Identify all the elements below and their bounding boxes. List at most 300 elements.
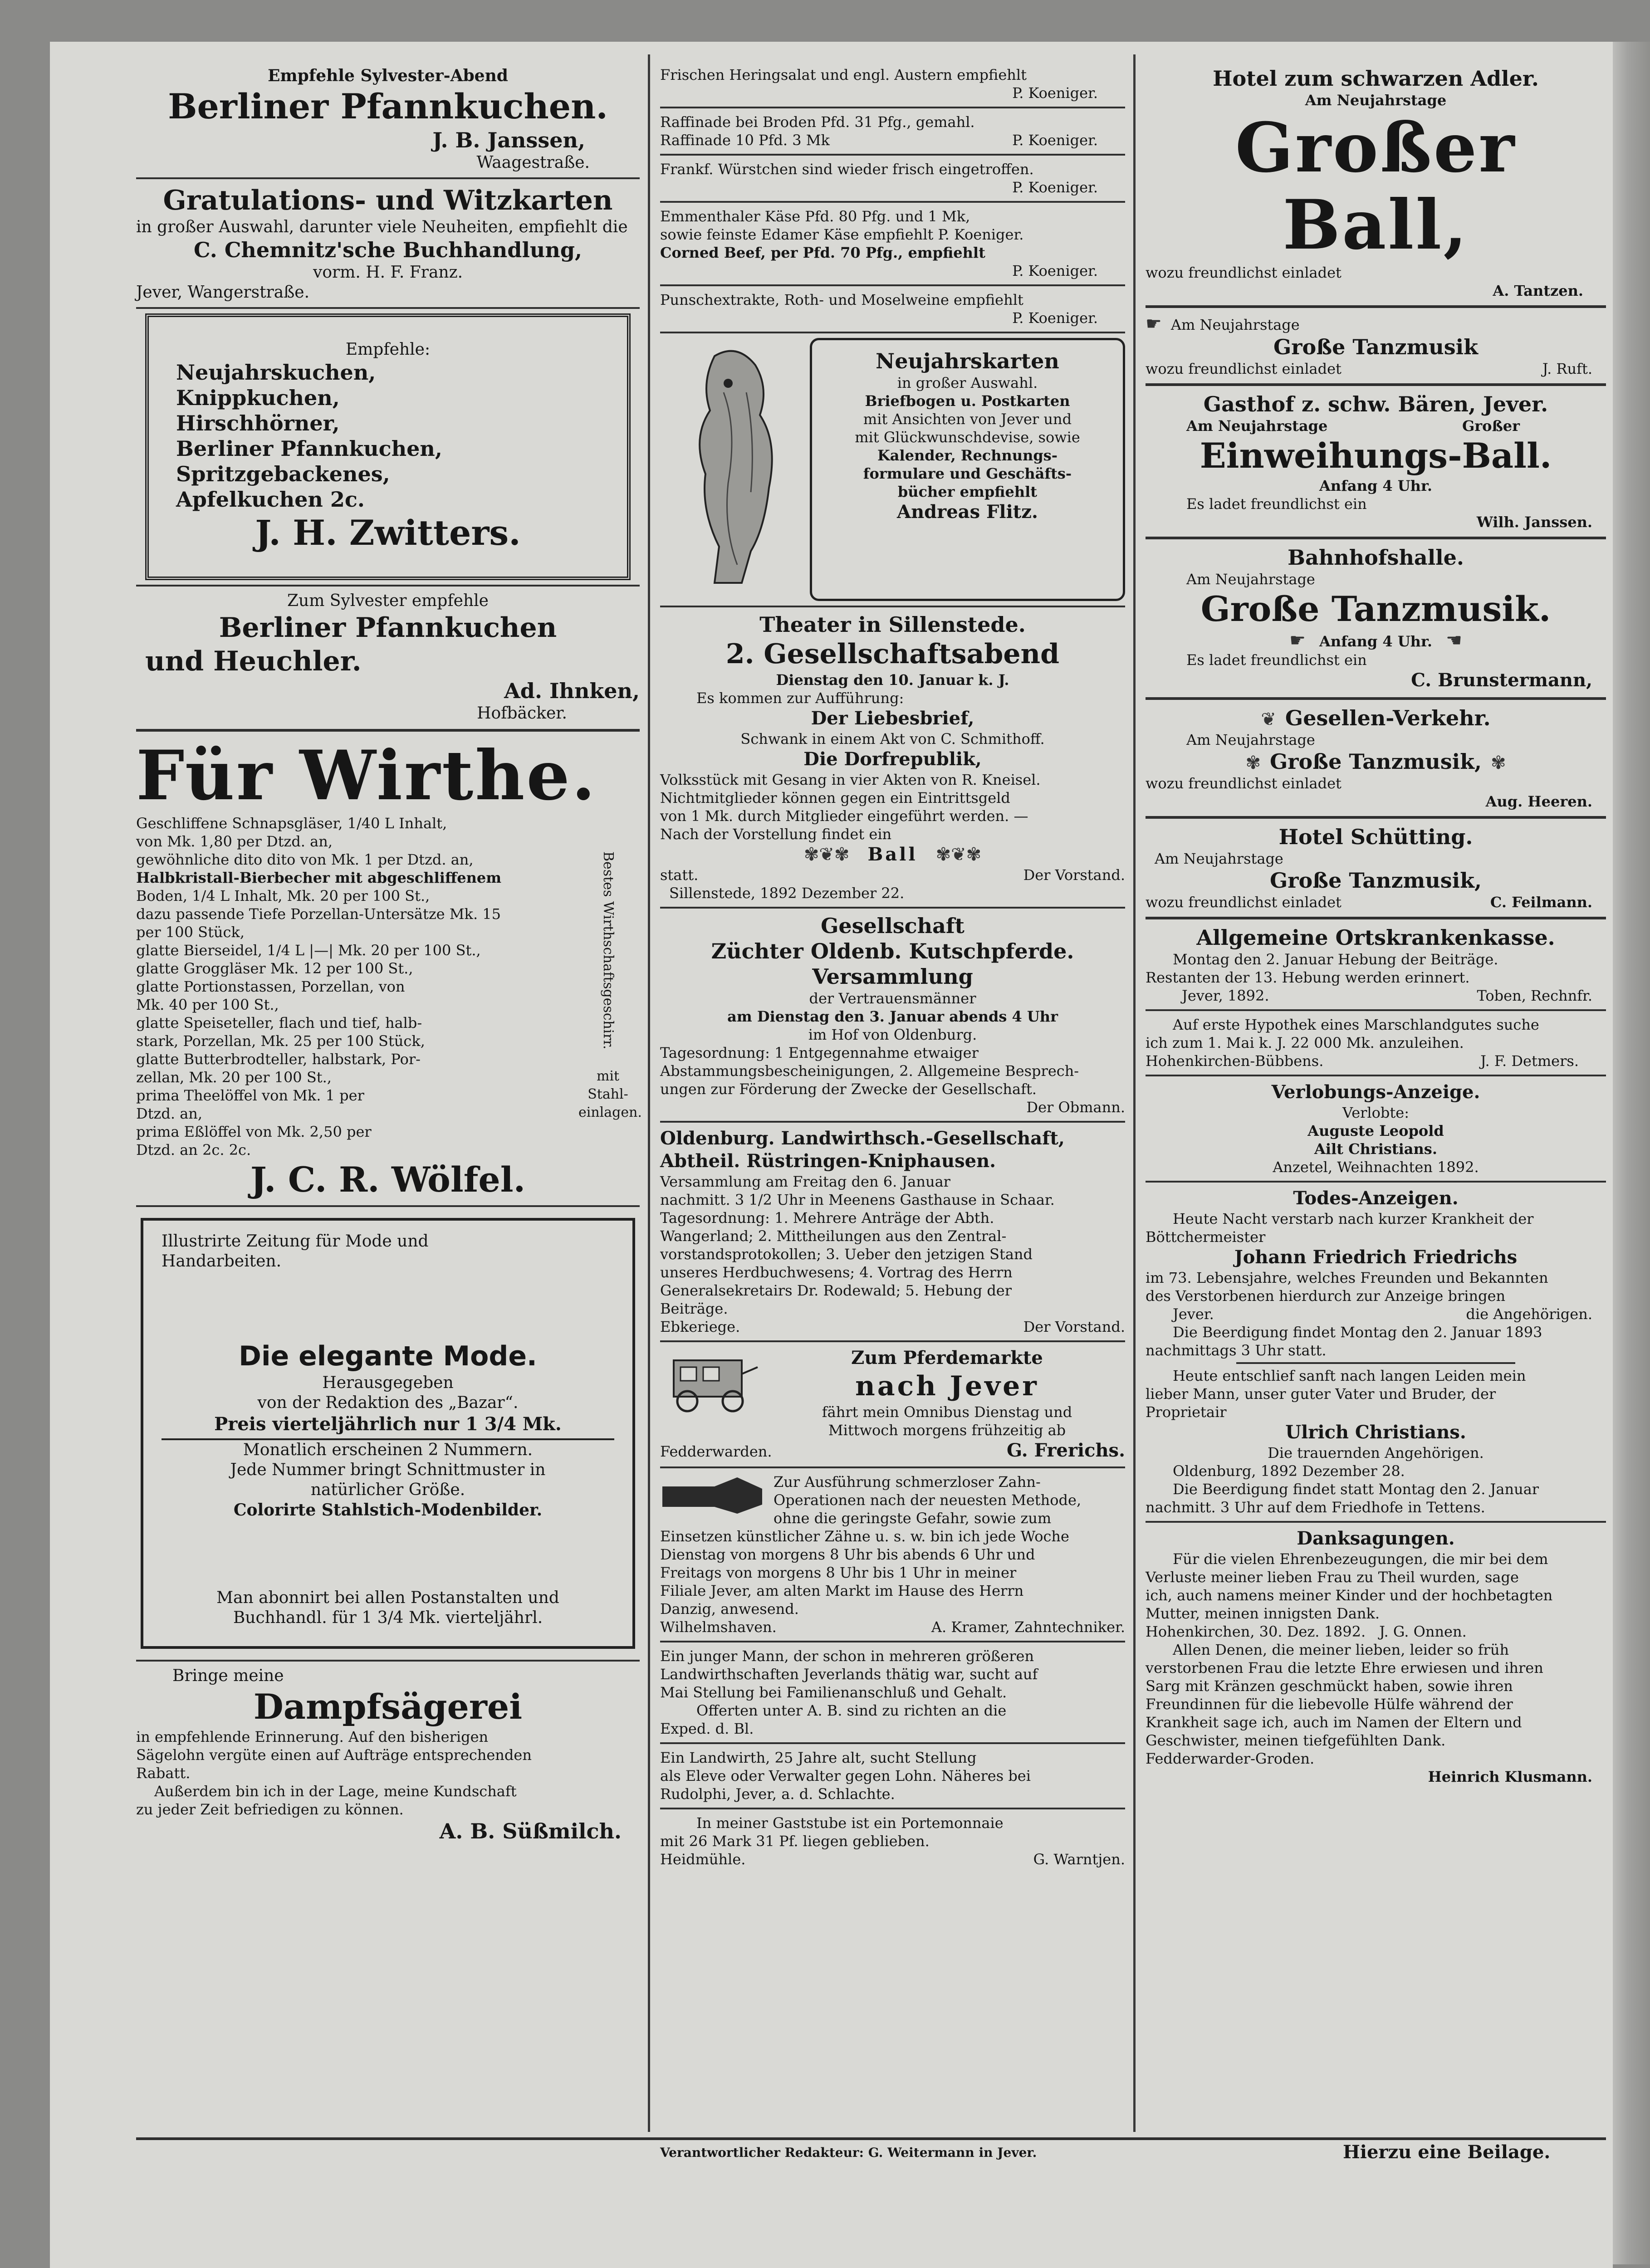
ad-theater-sillenstede — [660, 612, 1125, 902]
ad-headline: Gesellen-Verkehr. — [1285, 706, 1491, 730]
ad-text: Krankheit sage ich, auch im Namen der Eltern und — [1146, 1714, 1522, 1731]
pointing-hand-icon — [660, 1473, 764, 1523]
ad-signature: P. Koeniger. — [1012, 179, 1098, 196]
divider — [136, 307, 640, 309]
ad-address: Jever, Wangerstraße. — [136, 283, 310, 302]
column-1 — [136, 66, 640, 2130]
divider — [1146, 383, 1606, 386]
ad-line: Bringe meine — [172, 1667, 284, 1685]
ad-text: Corned Beef, per Pfd. 70 Pfg., empfiehlt — [660, 244, 985, 261]
divider — [136, 1205, 640, 1207]
ad-text: als Eleve oder Verwalter gegen Lohn. Näheres bei — [660, 1767, 1031, 1784]
ad-text: glatte Portionstassen, Porzellan, von — [136, 978, 405, 995]
ad-text: in großer Auswahl. — [897, 374, 1038, 391]
ad-koeniger-wuerstchen — [660, 160, 1125, 196]
ad-text: glatte Bierseidel, 1/4 L |—| Mk. 20 per 100 St., — [136, 942, 481, 959]
ad-signature: G. Frerichs. — [1007, 1440, 1125, 1461]
ad-text: Frankf. Würstchen sind wieder frisch eingetroffen. — [660, 161, 1034, 178]
ad-text: in großer Auswahl, darunter viele Neuheiten, empfiehlt die — [136, 218, 628, 236]
ad-headline: Versammlung — [812, 964, 973, 989]
ad-text: Am Neujahrstage — [1170, 316, 1300, 333]
ad-tanzmusik-ruft — [1146, 313, 1606, 378]
divider — [660, 284, 1125, 286]
ad-text: Ein Landwirth, 25 Jahre alt, sucht Stellung — [660, 1749, 977, 1766]
divider — [660, 1742, 1125, 1744]
ad-text: Tagesordnung: 1. Mehrere Anträge der Abth. — [660, 1209, 994, 1227]
ad-zwitters-framed — [145, 313, 631, 580]
ad-signature: A. Kramer, Zahntechniker. — [931, 1618, 1125, 1636]
ad-headline: Gesellschaft — [821, 914, 965, 938]
ad-line: Monatlich erscheinen 2 Nummern. — [243, 1441, 533, 1459]
ad-signature: P. Koeniger. — [1012, 262, 1098, 279]
ad-signature: J. G. Onnen. — [1379, 1623, 1467, 1640]
ad-headline: Danksagungen. — [1297, 1528, 1455, 1549]
ad-headline: nach Jever — [855, 1370, 1039, 1402]
ad-item: Apfelkuchen 2c. — [176, 487, 365, 512]
ad-date: Anzetel, Weihnachten 1892. — [1273, 1158, 1479, 1176]
ad-text: Ball — [867, 844, 918, 865]
ad-headline: Theater in Sillenstede. — [759, 612, 1026, 637]
ad-gratulationskarten — [136, 184, 640, 303]
ad-text: Ein junger Mann, der schon in mehreren größeren — [660, 1647, 1034, 1665]
ad-line: Man abonnirt bei allen Postanstalten und — [216, 1589, 559, 1607]
ad-text: Wangerland; 2. Mittheilungen aus den Zentral- — [660, 1227, 1007, 1245]
ad-signature: Ad. Ihnken, — [504, 679, 640, 703]
ad-text: Versammlung am Freitag den 6. Januar — [660, 1173, 950, 1190]
ad-place: Jever. — [1173, 1305, 1214, 1323]
ad-signature: Heinrich Klusmann. — [1428, 1768, 1592, 1785]
ad-text: Rabatt. — [136, 1765, 191, 1782]
ad-headline: Zum Pferdemarkte — [851, 1347, 1043, 1369]
ad-headline: Verlobungs-Anzeige. — [1271, 1081, 1480, 1103]
footer-rule — [136, 2137, 1606, 2140]
ad-signature: die Angehörigen. — [1466, 1305, 1592, 1323]
ad-text: im Hof von Oldenburg. — [808, 1026, 977, 1043]
ad-signature: A. Tantzen. — [1493, 282, 1583, 299]
ad-headline: Oldenburg. Landwirthsch.-Gesellschaft, — [660, 1128, 1065, 1149]
ad-pfannkuchen-janssen — [136, 66, 640, 173]
ad-text: Auf erste Hypothek eines Marschlandgutes suche — [1173, 1016, 1539, 1033]
ad-text: lieber Mann, unser guter Vater und Bruder, der — [1146, 1385, 1496, 1403]
divider — [660, 907, 1125, 909]
ad-date: Sillenstede, 1892 Dezember 22. — [669, 885, 905, 902]
ad-signature: J. H. Zwitters. — [255, 513, 521, 553]
ad-text: Am Neujahrstage — [1186, 417, 1328, 435]
omnibus-coach-illustration — [660, 1347, 760, 1415]
ad-signature: J. B. Janssen, — [432, 128, 585, 152]
ad-text: Montag den 2. Januar Hebung der Beiträge. — [1173, 951, 1498, 968]
column-2 — [660, 66, 1125, 2130]
ad-text: vorm. H. F. Franz. — [313, 263, 463, 282]
ad-headline: Allgemeine Ortskrankenkasse. — [1196, 925, 1555, 950]
ad-text: Danzig, anwesend. — [660, 1600, 799, 1618]
ad-address: Hofbäcker. — [477, 704, 567, 723]
ad-danksagungen — [1146, 1527, 1606, 1786]
ad-text: glatte Butterbrodteller, halbstark, Por- — [136, 1051, 421, 1068]
ad-text: Nichtmitglieder können gegen ein Eintrittsgeld — [660, 789, 1010, 807]
ad-text: Nach der Vorstellung findet ein — [660, 826, 892, 843]
ad-text: Punschextrakte, Roth- und Moselweine empfiehlt — [660, 291, 1023, 308]
divider — [660, 1121, 1125, 1123]
ad-text: Dienstag von morgens 8 Uhr bis abends 6 Uhr und — [660, 1546, 1035, 1563]
ad-text: ich zum 1. Mai k. J. 22 000 Mk. anzuleihen. — [1146, 1034, 1464, 1051]
ad-headline: Große Tanzmusik. — [1200, 589, 1551, 629]
ad-text: von 1 Mk. durch Mitglieder eingeführt werden. — — [660, 807, 1028, 825]
ad-koeniger-raffinade — [660, 113, 1125, 149]
ad-headline: Dampfsägerei — [253, 1686, 523, 1727]
divider — [136, 1660, 640, 1662]
ad-signature: Der Vorstand. — [1023, 1318, 1125, 1335]
ad-text: Anfang 4 Uhr. — [1319, 477, 1432, 494]
ad-text: Mk. 40 per 100 St., — [136, 996, 279, 1013]
ad-text: Die Beerdigung findet statt Montag den 2. Januar — [1173, 1481, 1539, 1498]
footer-editor: Verantwortlicher Redakteur: G. Weitermann in Jever. — [660, 2145, 1037, 2160]
ad-text: Dtzd. an 2c. 2c. — [136, 1141, 251, 1158]
ad-signature: C. Feilmann. — [1490, 894, 1592, 911]
ad-signature: Aug. Heeren. — [1485, 793, 1592, 810]
ad-headline: Berliner Pfannkuchen — [219, 612, 557, 644]
ad-headline: Todes-Anzeigen. — [1293, 1188, 1459, 1209]
ad-text: wozu freundlichst einladet — [1146, 775, 1342, 792]
divider — [136, 729, 640, 732]
ad-text: Geschwister, meinen tiefgefühlten Dank. — [1146, 1732, 1446, 1749]
ad-text: Raffinade 10 Pfd. 3 Mk — [660, 132, 830, 149]
gnome-figure-illustration — [660, 338, 810, 601]
ad-headline: Große Tanzmusik — [1273, 335, 1478, 359]
ad-text: vorstandsprotokollen; 3. Ueber den jetzigen Stand — [660, 1246, 1033, 1263]
ad-text: Raffinade bei Broden Pfd. 31 Pfg., gemahl. — [660, 113, 975, 131]
illustration-figure — [660, 338, 810, 601]
divider — [1146, 816, 1606, 819]
ad-headline: Hotel Schütting. — [1278, 825, 1473, 849]
ad-text: Für die vielen Ehrenbezeugungen, die mir bei dem — [1173, 1550, 1548, 1568]
ad-text: Dtzd. an, — [136, 1105, 203, 1122]
divider — [1146, 305, 1606, 308]
ad-name: Auguste Leopold — [1307, 1122, 1444, 1139]
ad-signature: P. Koeniger. — [1012, 309, 1098, 327]
ad-text: formulare und Geschäfts- — [863, 465, 1072, 482]
ad-headline: Große Tanzmusik, — [1269, 749, 1482, 774]
ad-text: dazu passende Tiefe Porzellan-Untersätze Mk. 15 — [136, 905, 501, 923]
ad-text: Emmenthaler Käse Pfd. 80 Pfg. und 1 Mk, — [660, 208, 970, 225]
ad-signature: Wilh. Janssen. — [1476, 513, 1592, 531]
ad-ortskrankenkasse — [1146, 925, 1606, 1005]
ad-item: Knippkuchen, — [176, 386, 340, 410]
ad-text: Sägelohn vergüte einen auf Aufträge entsprechenden — [136, 1746, 532, 1764]
ad-hotel-schuetting — [1146, 824, 1606, 911]
divider — [1146, 917, 1606, 919]
ad-place: Hohenkirchen-Bübbens. — [1146, 1052, 1324, 1070]
ornament-left-icon: ☛ — [1146, 313, 1162, 334]
ad-hypothek — [1146, 1016, 1606, 1070]
ad-zahntechniker — [660, 1473, 1125, 1636]
ad-gesellen-verkehr — [1146, 705, 1606, 811]
divider — [660, 1340, 1125, 1342]
ad-text: gewöhnliche dito dito von Mk. 1 per Dtzd. an, — [136, 851, 474, 868]
ad-text: verstorbenen Frau die letzte Ehre erwiesen und ihren — [1146, 1659, 1543, 1677]
ad-landwirth — [660, 1749, 1125, 1803]
ad-text: nachmitt. 3 1/2 Uhr in Meenens Gasthause in Schaar. — [660, 1191, 1055, 1208]
ad-text: Am Neujahrstage — [1155, 850, 1283, 867]
ad-text: Mai Stellung bei Familienanschluß und Gehalt. — [660, 1684, 1007, 1701]
ad-address: Waagestraße. — [476, 153, 590, 172]
ad-headline: und Heuchler. — [145, 645, 362, 677]
ad-text: zu jeder Zeit befriedigen zu können. — [136, 1801, 404, 1818]
divider — [1236, 1362, 1515, 1364]
divider — [660, 1641, 1125, 1642]
divider — [1146, 1075, 1606, 1076]
divider — [1146, 697, 1606, 700]
divider — [1146, 537, 1606, 539]
ad-headline: Bahnhofshalle. — [1288, 545, 1464, 570]
ad-text: fährt mein Omnibus Dienstag und — [822, 1403, 1072, 1421]
ad-text: Es ladet freundlichst ein — [1186, 495, 1367, 513]
ad-text: In meiner Gaststube ist ein Portemonnaie — [696, 1814, 1004, 1832]
ad-signature: J. F. Detmers. — [1480, 1052, 1579, 1070]
ad-text: Allen Denen, die meiner lieben, leider so früh — [1173, 1641, 1509, 1658]
ad-place: Fedderwarder-Groden. — [1146, 1750, 1315, 1767]
ad-signature: Der Vorstand. — [1023, 866, 1125, 884]
divider — [1146, 1181, 1606, 1183]
ad-text: Geschliffene Schnapsgläser, 1/40 L Inhalt, — [136, 815, 447, 832]
ad-junger-mann — [660, 1647, 1125, 1738]
ad-signature: C. Chemnitz'sche Buchhandlung, — [193, 238, 582, 262]
ad-gesellschaft-zuechter — [660, 913, 1125, 1116]
ad-text: prima Theelöffel von Mk. 1 per — [136, 1087, 364, 1104]
ad-text: Offerten unter A. B. sind zu richten an die — [696, 1702, 1007, 1719]
ad-headline: Gasthof z. schw. Bären, Jever. — [1203, 392, 1548, 416]
ad-signature: Toben, Rechnfr. — [1477, 987, 1592, 1004]
ad-headline: Neujahrskarten — [876, 349, 1059, 373]
ad-koeniger-hering — [660, 66, 1125, 102]
ad-line: Empfehle Sylvester-Abend — [268, 66, 508, 85]
ad-todesanzeigen — [1146, 1187, 1606, 1516]
divider — [660, 332, 1125, 333]
ad-text: am Dienstag den 3. Januar abends 4 Uhr — [727, 1008, 1058, 1025]
ad-line: Zum Sylvester empfehle — [287, 591, 489, 610]
ad-text: wozu freundlichst einladet — [1146, 360, 1342, 377]
ad-headline: Berliner Pfannkuchen. — [168, 86, 608, 127]
ad-headline: Die elegante Mode. — [239, 1340, 537, 1372]
ad-elegante-mode-framed — [141, 1218, 635, 1649]
ad-text: Kalender, Rechnungs- — [877, 447, 1058, 464]
ad-text: sowie feinste Edamer Käse empfiehlt P. Koeniger. — [660, 226, 1024, 243]
ad-text: nachmittags 3 Uhr statt. — [1146, 1342, 1327, 1359]
ad-text: Es kommen zur Aufführung: — [696, 689, 904, 707]
ad-name: Ulrich Christians. — [1285, 1422, 1466, 1443]
ad-text: im 73. Lebensjahre, welches Freunden und Bekannten — [1146, 1269, 1548, 1286]
ad-schwarzer-baer — [1146, 391, 1606, 531]
ad-text: Böttchermeister — [1146, 1228, 1266, 1246]
column-rule-left — [648, 54, 650, 2132]
ornament-right-icon: ✾❦✾ — [935, 844, 982, 865]
ad-text: Einsetzen künstlicher Zähne u. s. w. bin ich jede Woche — [660, 1528, 1069, 1545]
ad-text: Proprietair — [1146, 1403, 1227, 1421]
divider — [660, 107, 1125, 108]
ad-signature: J. Ruft. — [1542, 360, 1592, 377]
ad-koeniger-kaese — [660, 207, 1125, 280]
ad-line: Handarbeiten. — [162, 1252, 282, 1271]
ad-text: Die Dorfrepublik, — [803, 748, 982, 770]
ornament-left-icon: ✾❦✾ — [803, 844, 850, 865]
ad-landwirthschafts-gesellschaft — [660, 1127, 1125, 1336]
ad-text: Filiale Jever, am alten Markt im Hause des Herrn — [660, 1582, 1024, 1599]
ad-text: von Mk. 1,80 per Dtzd. an, — [136, 833, 333, 850]
ad-headline: Züchter Oldenb. Kutschpferde. — [711, 939, 1074, 963]
ad-koeniger-punsch — [660, 291, 1125, 327]
ad-text: Der Liebesbrief, — [811, 708, 974, 729]
ad-line: Illustrirte Zeitung für Mode und — [162, 1232, 429, 1251]
ad-text: Abstammungsbescheinigungen, 2. Allgemeine Besprech- — [660, 1062, 1079, 1080]
ad-text: prima Eßlöffel von Mk. 2,50 per — [136, 1123, 372, 1140]
ad-text: Halbkristall-Bierbecher mit abgeschliffenem — [136, 869, 502, 886]
ad-text: mit 26 Mark 31 Pf. liegen geblieben. — [660, 1833, 930, 1850]
ad-text: Es ladet freundlichst ein — [1186, 651, 1367, 669]
ad-text: wozu freundlichst einladet — [1146, 264, 1342, 281]
ad-text: Heute entschlief sanft nach langen Leiden mein — [1173, 1367, 1526, 1384]
ad-line: Colorirte Stahlstich-Modenbilder. — [233, 1501, 543, 1520]
ad-text: Rudolphi, Jever, a. d. Schlachte. — [660, 1785, 895, 1803]
ad-place: Ebkeriege. — [660, 1318, 740, 1335]
ad-signature: P. Koeniger. — [1012, 132, 1098, 149]
ad-signature: J. C. R. Wölfel. — [250, 1159, 526, 1200]
footer-supplement: Hierzu eine Beilage. — [1343, 2141, 1551, 2163]
ad-text: Am Neujahrstage — [1305, 92, 1447, 109]
ad-text: Großer — [1462, 417, 1520, 435]
ad-signature: A. B. Süßmilch. — [439, 1819, 622, 1843]
ad-text: mit Glückwunschdevise, sowie — [855, 429, 1080, 446]
ad-name: Ailt Christians. — [1314, 1140, 1437, 1158]
ad-headline: 2. Gesellschaftsabend — [725, 638, 1060, 670]
ad-text: Heute Nacht verstarb nach kurzer Krankheit der — [1173, 1210, 1534, 1227]
ad-text: der Vertrauensmänner — [809, 990, 976, 1007]
ad-text: Verlobte: — [1342, 1104, 1409, 1121]
ad-text: ich, auch namens meiner Kinder und der hochbetagten — [1146, 1587, 1553, 1604]
ad-text: Zur Ausführung schmerzloser Zahn- — [774, 1473, 1041, 1491]
ad-headline: Hotel zum schwarzen Adler. — [1213, 66, 1539, 91]
column-rule-right — [1133, 54, 1136, 2132]
ad-text: bücher empfiehlt — [897, 483, 1038, 500]
ad-text: stark, Porzellan, Mk. 25 per 100 Stück, — [136, 1032, 425, 1050]
ad-text: Boden, 1/4 L Inhalt, Mk. 20 per 100 St., — [136, 887, 430, 904]
ad-text: unseres Herdbuchwesens; 4. Vortrag des Herrn — [660, 1264, 1013, 1281]
ad-place: Heidmühle. — [660, 1851, 746, 1868]
ad-headline: Für Wirthe. — [136, 736, 597, 816]
ad-text: Restanten der 13. Hebung werden erinnert. — [1146, 969, 1470, 986]
ad-verlobung — [1146, 1081, 1606, 1176]
ad-text: per 100 Stück, — [136, 924, 245, 941]
ad-signature: Der Obmann. — [1026, 1099, 1125, 1116]
ad-line: Buchhandl. für 1 3/4 Mk. vierteljährl. — [233, 1608, 543, 1627]
ad-text: Exped. d. Bl. — [660, 1720, 754, 1737]
ad-signature: Die trauernden Angehörigen. — [1268, 1444, 1484, 1461]
ad-headline: Große Tanzmusik, — [1269, 868, 1482, 893]
ad-text: Volksstück mit Gesang in vier Akten von R. Kneisel. — [660, 771, 1041, 788]
ad-signature: Andreas Flitz. — [897, 501, 1038, 523]
ad-text: statt. — [660, 866, 699, 884]
ad-item: Neujahrskuchen, — [176, 360, 376, 385]
ad-text: in empfehlende Erinnerung. Auf den bisherigen — [136, 1728, 489, 1745]
ad-text: Landwirthschaften Jeverlands thätig war, sucht auf — [660, 1666, 1038, 1683]
ad-text: zellan, Mk. 20 per 100 St., — [136, 1069, 332, 1086]
divider — [660, 606, 1125, 607]
ad-item: Berliner Pfannkuchen, — [176, 436, 442, 461]
ad-place: Hohenkirchen, 30. Dez. 1892. — [1146, 1623, 1366, 1640]
ad-text: mit Ansichten von Jever und — [863, 411, 1072, 428]
ad-price: Preis vierteljährlich nur 1 3/4 Mk. — [162, 1413, 614, 1440]
ad-text: ohne die geringste Gefahr, sowie zum — [774, 1510, 1052, 1527]
column-3 — [1146, 66, 1606, 2130]
ad-text: Briefbogen u. Postkarten — [865, 392, 1070, 410]
ad-line: Herausgegeben — [322, 1374, 454, 1392]
ad-line: von der Redaktion des „Bazar“. — [257, 1393, 519, 1412]
ornament-left-icon: ✾ — [1245, 753, 1261, 773]
ad-text: Die Beerdigung findet Montag den 2. Januar 1893 — [1173, 1324, 1542, 1341]
ad-text: Freundinnen für die liebevolle Hülfe während der — [1146, 1696, 1513, 1713]
ad-text: Beiträge. — [660, 1300, 728, 1317]
ad-text: Generalsekretairs Dr. Rodewald; 5. Hebung der — [660, 1282, 1012, 1299]
scroll-banner — [810, 338, 1125, 601]
ad-text: Außerdem bin ich in der Lage, meine Kundschaft — [154, 1783, 517, 1800]
ad-side-note: mit Stahl-einlagen. — [578, 1068, 642, 1121]
ad-bahnhofshalle — [1146, 545, 1606, 692]
ad-headline: Gratulations- und Witzkarten — [163, 185, 613, 216]
ad-place: Fedderwarden. — [660, 1443, 772, 1460]
ad-headline: Abtheil. Rüstringen-Kniphausen. — [660, 1150, 996, 1172]
ad-text: Mittwoch morgens frühzeitig ab — [828, 1422, 1066, 1439]
ad-side-note: Bestes Wirthschaftsgeschirr. — [600, 851, 616, 1050]
ad-item: Spritzgebackenes, — [176, 462, 390, 486]
ad-date: Oldenburg, 1892 Dezember 28. — [1173, 1462, 1405, 1480]
ad-name: Johann Friedrich Friedrichs — [1234, 1246, 1518, 1268]
ad-text: Tagesordnung: 1 Entgegennahme etwaiger — [660, 1044, 979, 1061]
ad-item: Hirschhörner, — [176, 411, 340, 435]
divider — [136, 177, 640, 179]
ad-text: wozu freundlichst einladet — [1146, 894, 1342, 911]
ad-text: Dienstag den 10. Januar k. J. — [776, 671, 1009, 689]
ad-text: Anfang 4 Uhr. — [1319, 633, 1432, 650]
ad-dampfsaegerei — [136, 1666, 640, 1844]
ad-pferdemarkt-omnibus — [660, 1347, 1125, 1462]
ad-headline: Großer Ball, — [1235, 108, 1517, 265]
pointing-hand-right-icon: ☛ — [1289, 630, 1306, 651]
ad-text: Schwank in einem Akt von C. Schmithoff. — [740, 730, 1045, 748]
ad-portemonnaie — [660, 1814, 1125, 1868]
ad-signature: G. Warntjen. — [1033, 1851, 1125, 1868]
ad-schwarzer-adler — [1146, 66, 1606, 300]
ad-headline: Einweihungs-Ball. — [1200, 435, 1552, 476]
divider — [1146, 1521, 1606, 1523]
ornament-right-icon: ✾ — [1491, 753, 1506, 773]
ad-signature: C. Brunstermann, — [1411, 670, 1592, 691]
ad-place: Wilhelmshaven. — [660, 1618, 777, 1636]
ad-text: Sarg mit Kränzen geschmückt haben, sowie ihren — [1146, 1677, 1513, 1695]
ad-fuer-wirthe — [136, 737, 640, 1201]
ad-signature: P. Koeniger. — [1012, 84, 1098, 102]
ornament-left-icon: ❦ — [1261, 709, 1276, 730]
ad-text: glatte Speiseteller, flach und tief, halb- — [136, 1014, 422, 1031]
ad-text: Freitags von morgens 8 Uhr bis 1 Uhr in meiner — [660, 1564, 1017, 1581]
ad-line: natürlicher Größe. — [310, 1481, 465, 1499]
ad-ihnken — [136, 591, 640, 723]
ad-text: Mutter, meinen innigsten Dank. — [1146, 1605, 1380, 1622]
divider — [136, 585, 640, 587]
divider — [660, 154, 1125, 156]
divider — [660, 1808, 1125, 1809]
ad-line: Jede Nummer bringt Schnittmuster in — [230, 1461, 546, 1479]
ad-text: Am Neujahrstage — [1186, 731, 1315, 748]
ad-text: Verluste meiner lieben Frau zu Theil wurden, sage — [1146, 1569, 1519, 1586]
